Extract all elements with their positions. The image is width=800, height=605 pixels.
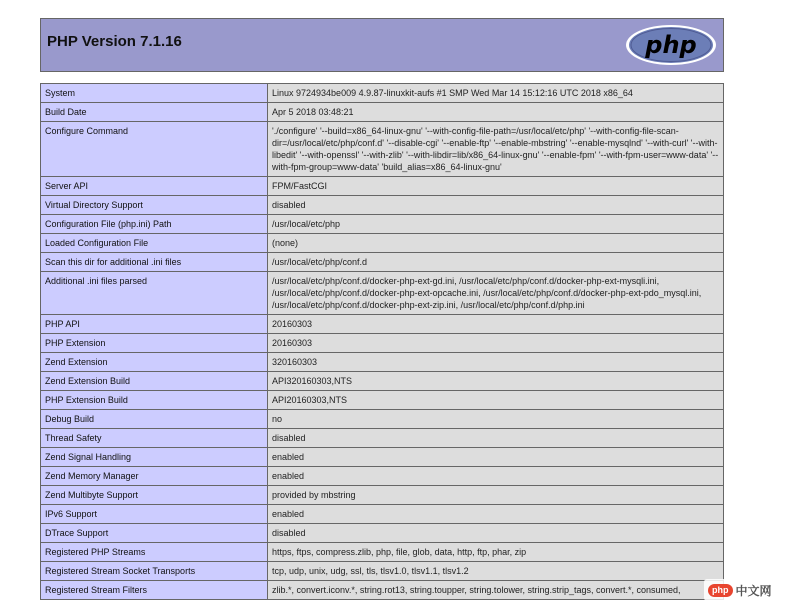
row-key: Zend Memory Manager	[41, 467, 268, 486]
table-row	[41, 391, 724, 410]
row-key: Zend Signal Handling	[41, 448, 268, 467]
row-key: Loaded Configuration File	[41, 234, 268, 253]
row-value: 20160303	[268, 315, 724, 334]
row-value: Apr 5 2018 03:48:21	[268, 103, 724, 122]
row-key: Debug Build	[41, 410, 268, 429]
row-key: DTrace Support	[41, 524, 268, 543]
row-key: Thread Safety	[41, 429, 268, 448]
row-key: Registered Stream Filters	[41, 581, 268, 600]
row-key: Additional .ini files parsed	[41, 272, 268, 315]
row-key: IPv6 Support	[41, 505, 268, 524]
table-row	[41, 177, 724, 196]
watermark-text: 中文网	[735, 583, 772, 598]
row-key: Scan this dir for additional .ini files	[41, 253, 268, 272]
row-value: FPM/FastCGI	[268, 177, 724, 196]
watermark-badge: php	[708, 584, 733, 597]
row-key: Zend Extension	[41, 353, 268, 372]
row-key: Server API	[41, 177, 268, 196]
row-key: Zend Extension Build	[41, 372, 268, 391]
row-value: Linux 9724934be009 4.9.87-linuxkit-aufs #1 SMP Wed Mar 14 15:12:16 UTC 2018 x86_64	[268, 84, 724, 103]
site-watermark	[704, 579, 796, 601]
php-logo-icon[interactable]	[625, 24, 717, 66]
row-value: https, ftps, compress.zlib, php, file, glob, data, http, ftp, phar, zip	[268, 543, 724, 562]
row-value: disabled	[268, 429, 724, 448]
table-row	[41, 581, 724, 600]
table-row	[41, 103, 724, 122]
row-value: /usr/local/etc/php/conf.d/docker-php-ext-gd.ini, /usr/local/etc/php/conf.d/docker-php-ext-mysqli.ini, /usr/local/etc/php/conf.d/docker-php-ext-opcache.ini, /usr/local/etc/php/conf.d/docker-php-ext-pdo_mysql.ini, /usr/local/etc/php/conf.d/docker-php-ext-zip.ini, /usr/local/etc/php/conf.d/php.ini	[268, 272, 724, 315]
table-row	[41, 122, 724, 177]
row-key: Build Date	[41, 103, 268, 122]
table-row	[41, 467, 724, 486]
row-value: 20160303	[268, 334, 724, 353]
table-row	[41, 334, 724, 353]
row-value: enabled	[268, 448, 724, 467]
row-key: System	[41, 84, 268, 103]
row-key: Registered PHP Streams	[41, 543, 268, 562]
row-value: /usr/local/etc/php/conf.d	[268, 253, 724, 272]
table-row	[41, 562, 724, 581]
table-row	[41, 353, 724, 372]
table-row	[41, 234, 724, 253]
row-value: enabled	[268, 467, 724, 486]
table-row	[41, 524, 724, 543]
row-value: (none)	[268, 234, 724, 253]
php-logo-text: php	[645, 31, 697, 59]
row-value: enabled	[268, 505, 724, 524]
row-value: zlib.*, convert.iconv.*, string.rot13, string.toupper, string.tolower, string.strip_tags, convert.*, consumed,	[268, 581, 724, 600]
row-key: PHP API	[41, 315, 268, 334]
page-title: PHP Version 7.1.16	[47, 33, 182, 50]
table-row	[41, 315, 724, 334]
row-value: API320160303,NTS	[268, 372, 724, 391]
table-row	[41, 196, 724, 215]
row-value: provided by mbstring	[268, 486, 724, 505]
table-row	[41, 272, 724, 315]
table-row	[41, 448, 724, 467]
row-key: Registered Stream Socket Transports	[41, 562, 268, 581]
row-value: /usr/local/etc/php	[268, 215, 724, 234]
row-value: no	[268, 410, 724, 429]
row-key: PHP Extension Build	[41, 391, 268, 410]
table-row	[41, 429, 724, 448]
row-value: API20160303,NTS	[268, 391, 724, 410]
row-key: Configuration File (php.ini) Path	[41, 215, 268, 234]
table-row	[41, 215, 724, 234]
table-row	[41, 505, 724, 524]
row-value: 320160303	[268, 353, 724, 372]
phpinfo-table	[40, 83, 724, 600]
table-row	[41, 84, 724, 103]
row-key: Configure Command	[41, 122, 268, 177]
row-value: disabled	[268, 196, 724, 215]
row-key: Virtual Directory Support	[41, 196, 268, 215]
row-key: Zend Multibyte Support	[41, 486, 268, 505]
row-key: PHP Extension	[41, 334, 268, 353]
table-row	[41, 543, 724, 562]
table-row	[41, 486, 724, 505]
table-row	[41, 410, 724, 429]
row-value: tcp, udp, unix, udg, ssl, tls, tlsv1.0, tlsv1.1, tlsv1.2	[268, 562, 724, 581]
table-row	[41, 253, 724, 272]
table-row	[41, 372, 724, 391]
version-header	[40, 18, 724, 72]
row-value: './configure' '--build=x86_64-linux-gnu' '--with-config-file-path=/usr/local/etc/php' '--with-config-file-scan-dir=/usr/local/etc/php/conf.d' '--disable-cgi' '--enable-ftp' '--enable-mbstring' '--enable-mysqlnd' '--with-curl' '--with-libedit' '--with-openssl' '--with-zlib' '--with-libdir=lib/x86_64-linux-gnu' '--enable-fpm' '--with-fpm-user=www-data' '--with-fpm-group=www-data' 'build_alias=x86_64-linux-gnu'	[268, 122, 724, 177]
row-value: disabled	[268, 524, 724, 543]
